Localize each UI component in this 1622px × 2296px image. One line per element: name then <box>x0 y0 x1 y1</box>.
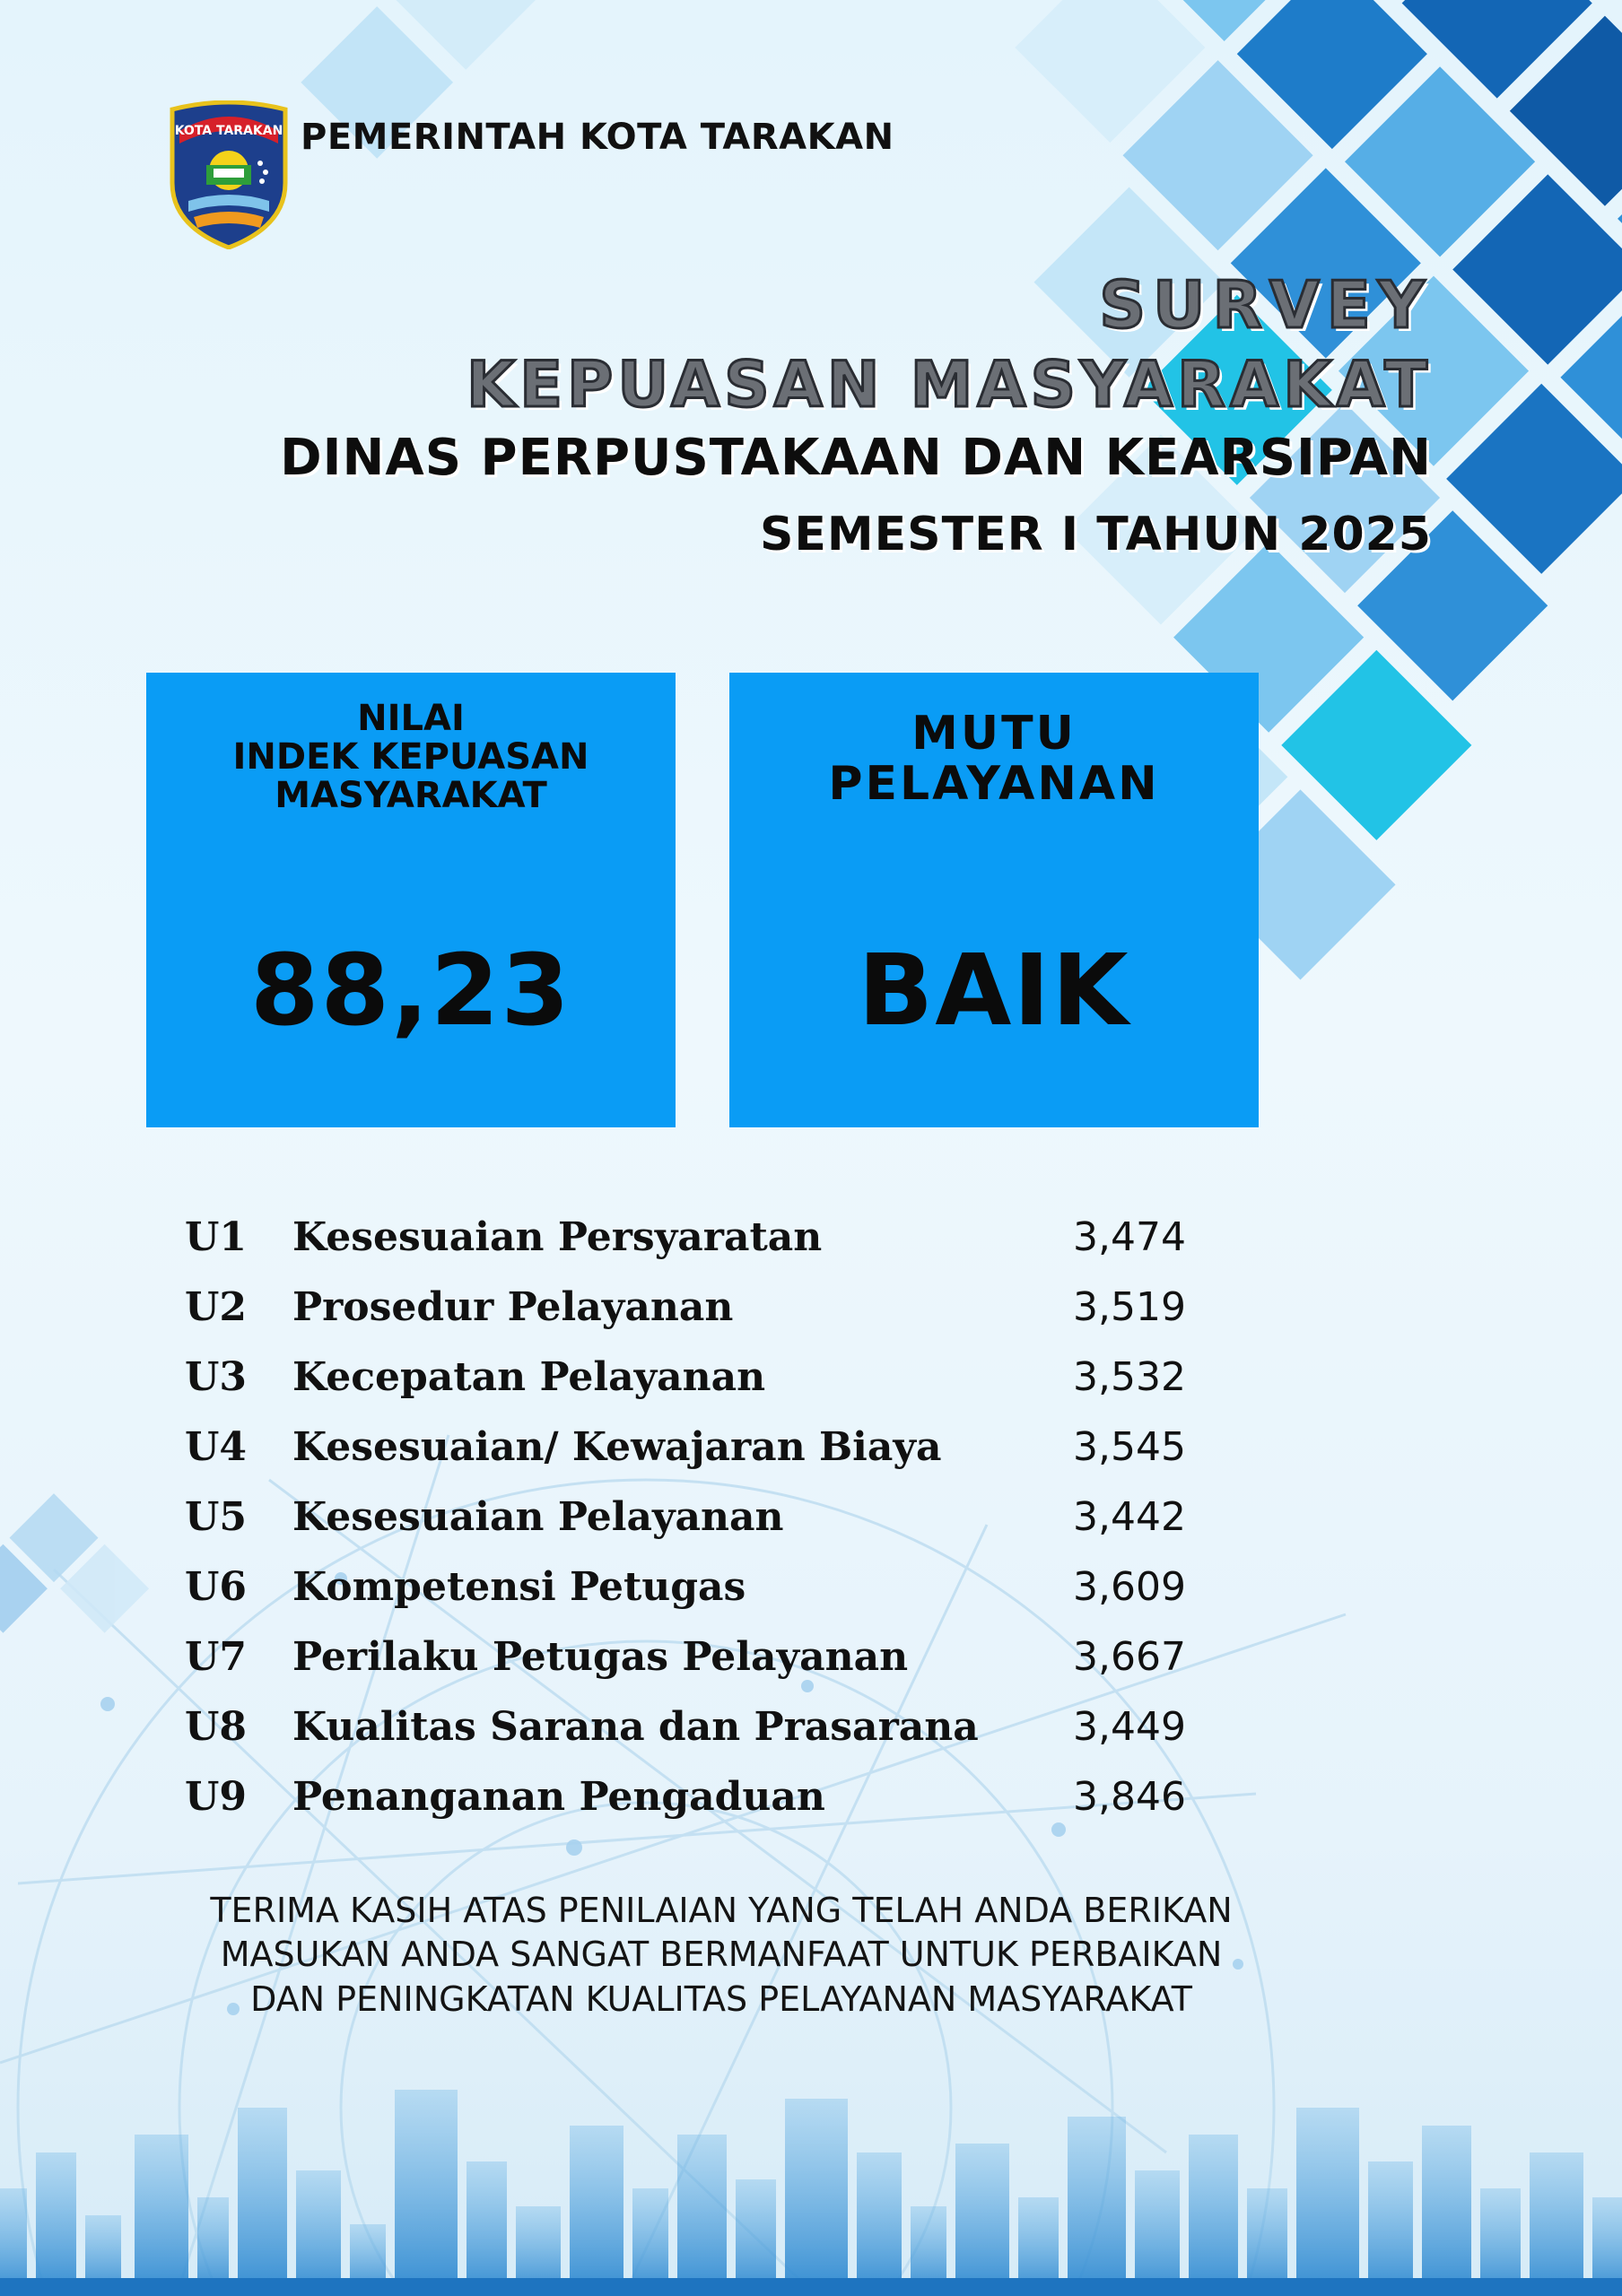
indicator-code: U6 <box>185 1563 247 1610</box>
indicator-row <box>185 1552 1216 1622</box>
indicator-name: Prosedur Pelayanan <box>292 1283 734 1330</box>
closing-line: MASUKAN ANDA SANGAT BERMANFAAT UNTUK PERBAIKAN <box>220 1935 1223 1975</box>
left-diamonds <box>0 1493 149 1683</box>
indicator-name: Penanganan Pengaduan <box>292 1773 825 1820</box>
indicator-name: Kecepatan Pelayanan <box>292 1353 766 1400</box>
indicator-code: U5 <box>185 1493 247 1540</box>
indicator-row <box>185 1622 1216 1692</box>
closing-line: TERIMA KASIH ATAS PENILAIAN YANG TELAH ANDA BERIKAN <box>210 1891 1233 1930</box>
ikm-label: NILAI INDEK KEPUASAN MASYARAKAT <box>232 698 589 817</box>
indicator-name: Kualitas Sarana dan Prasarana <box>292 1703 979 1750</box>
emblem-text: KOTA TARAKAN <box>174 124 283 138</box>
indicator-name: Perilaku Petugas Pelayanan <box>292 1633 909 1680</box>
indicator-row <box>185 1202 1216 1272</box>
city-skyline <box>0 2090 1622 2296</box>
indicator-code: U9 <box>185 1773 247 1820</box>
indicator-row <box>185 1272 1216 1342</box>
indicator-list <box>185 1202 1216 1831</box>
indicator-value: 3,846 <box>1073 1773 1186 1820</box>
indicator-value: 3,667 <box>1073 1633 1186 1680</box>
indicator-row <box>185 1342 1216 1412</box>
indicator-code: U4 <box>185 1423 247 1470</box>
indicator-value: 3,545 <box>1073 1423 1186 1470</box>
indicator-code: U3 <box>185 1353 247 1400</box>
indicator-value: 3,519 <box>1073 1283 1186 1330</box>
indicator-value: 3,449 <box>1073 1703 1186 1750</box>
indicator-row <box>185 1482 1216 1552</box>
closing-line: DAN PENINGKATAN KUALITAS PELAYANAN MASYARAKAT <box>250 1979 1192 2019</box>
mutu-value: BAIK <box>858 933 1130 1048</box>
indicator-name: Kesesuaian Pelayanan <box>292 1493 784 1540</box>
title-period: SEMESTER I TAHUN 2025 <box>759 508 1432 561</box>
ground-strip <box>0 2278 1622 2296</box>
indicator-value: 3,609 <box>1073 1563 1186 1610</box>
indicator-code: U8 <box>185 1703 247 1750</box>
indicator-row <box>185 1761 1216 1831</box>
title-agency: DINAS PERPUSTAKAAN DAN KEARSIPAN <box>280 429 1432 487</box>
indicator-row <box>185 1692 1216 1761</box>
closing-message <box>90 1889 1353 2022</box>
indicator-value: 3,442 <box>1073 1493 1186 1540</box>
indicator-code: U2 <box>185 1283 247 1330</box>
mutu-label: MUTU PELAYANAN <box>828 707 1160 812</box>
government-name: PEMERINTAH KOTA TARAKAN <box>301 117 894 158</box>
indicator-code: U7 <box>185 1633 247 1680</box>
ikm-value: 88,23 <box>250 933 571 1048</box>
service-quality-card <box>729 673 1259 1127</box>
indicator-row <box>185 1412 1216 1482</box>
title-main: KEPUASAN MASYARAKAT <box>467 348 1432 422</box>
indicator-value: 3,474 <box>1073 1213 1186 1260</box>
indicator-value: 3,532 <box>1073 1353 1186 1400</box>
ikm-score-card <box>146 673 676 1127</box>
indicator-name: Kesesuaian/ Kewajaran Biaya <box>292 1423 942 1470</box>
title-survey: SURVEY <box>1099 267 1432 343</box>
kota-tarakan-emblem <box>167 100 291 249</box>
indicator-code: U1 <box>185 1213 247 1260</box>
indicator-name: Kesesuaian Persyaratan <box>292 1213 823 1260</box>
indicator-name: Kompetensi Petugas <box>292 1563 746 1610</box>
